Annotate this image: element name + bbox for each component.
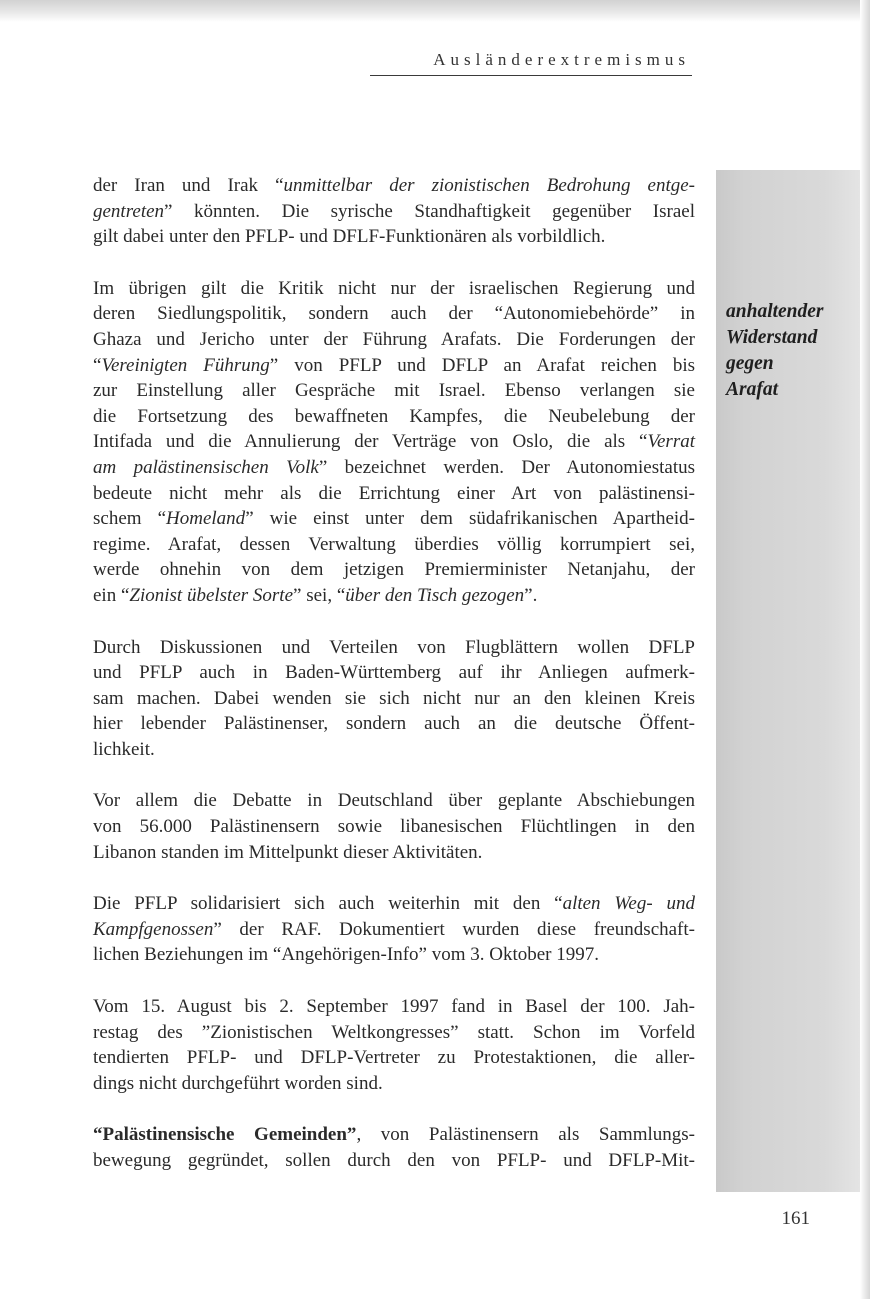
margin-note-line: Widerstand [726,327,818,348]
text-line: Im übrigen gilt die Kritik nicht nur der israelischen Regierung und [93,277,695,299]
text-line: Durch Diskussionen und Verteilen von Flugblättern wollen DFLP [93,636,695,658]
text-line: deren Siedlungspolitik, sondern auch der “Autonomiebehörde” in [93,303,695,325]
text-line: restag des ”Zionistischen Weltkongresses” statt. Schon im Vorfeld [93,1021,695,1043]
body-text [93,173,695,1200]
paragraph-5 [93,891,695,968]
text-line: von 56.000 Palästinensern sowie libanesischen Flüchtlingen in den [93,816,695,838]
text-line: der Iran und Irak “unmittelbar der zionistischen Bedrohung entge- [93,175,696,196]
text-line: Kampfgenossen” der RAF. Dokumentiert wurden diese freundschaft- [93,918,695,940]
text-line: lichkeit. [93,738,155,760]
paragraph-7 [93,1122,695,1173]
text-line: regime. Arafat, dessen Verwaltung überdies völlig korrumpiert sei, [93,533,695,555]
text-line: zur Einstellung aller Gespräche mit Israel. Ebenso verlangen sie [93,380,695,402]
header-rule [370,75,692,76]
paragraph-3 [93,635,695,763]
text-line: “Palästinensische Gemeinden”, von Palästinensern als Sammlungs- [93,1124,695,1146]
page-right-edge [860,0,870,1299]
text-line: Intifada und die Annulierung der Verträge von Oslo, die als “Verrat [93,431,695,453]
text-line: bedeute nicht mehr als die Errichtung einer Art von palästinensi- [93,482,695,504]
text-line: bewegung gegründet, sollen durch den von PFLP- und DFLP-Mit- [93,1150,695,1171]
text-line: ein “Zionist übelster Sorte” sei, “über den Tisch gezogen”. [93,584,538,606]
paragraph-4 [93,788,695,865]
page-number: 161 [781,1208,810,1229]
text-line: tendierten PFLP- und DFLP-Vertreter zu Protestaktionen, die aller- [93,1047,695,1069]
text-line: gilt dabei unter den PFLP- und DFLF-Funktionären als vorbildlich. [93,226,606,248]
margin-note-line: gegen [726,353,774,374]
text-line: hier lebender Palästinenser, sondern auch an die deutsche Öffent- [93,713,695,735]
running-header: Ausländerextremismus [433,50,690,69]
margin-note-line: Arafat [726,379,779,400]
paragraph-1 [93,173,695,250]
text-line: dings nicht durchgeführt worden sind. [93,1072,383,1094]
text-line: Ghaza und Jericho unter der Führung Arafats. Die Forderungen der [93,328,695,350]
text-line: schem “Homeland” wie einst unter dem südafrikanischen Apartheid- [93,508,695,530]
text-line: Libanon standen im Mittelpunkt dieser Aktivitäten. [93,841,483,863]
text-line: werde ohnehin von dem jetzigen Premierminister Netanjahu, der [93,559,695,581]
text-line: am palästinensischen Volk” bezeichnet werden. Der Autonomiestatus [93,456,695,478]
text-line: “Vereinigten Führung” von PFLP und DFLP an Arafat reichen bis [93,354,695,376]
text-line: Die PFLP solidarisiert sich auch weiterhin mit den “alten Weg- und [93,893,695,915]
margin-note [726,299,856,403]
text-line: Vom 15. August bis 2. September 1997 fand in Basel der 100. Jah- [93,996,695,1018]
paragraph-6 [93,994,695,1096]
text-line: die Fortsetzung des bewaffneten Kampfes, die Neubelebung der [93,405,695,427]
text-line: sam machen. Dabei wenden sie sich nicht nur an den kleinen Kreis [93,687,695,709]
text-line: Vor allem die Debatte in Deutschland über geplante Abschiebungen [93,790,695,812]
paragraph-2 [93,276,695,609]
margin-note-line: anhaltender [726,301,824,322]
text-line: lichen Beziehungen im “Angehörigen-Info” vom 3. Oktober 1997. [93,944,599,966]
text-line: gentreten” könnten. Die syrische Standhaftigkeit gegenüber Israel [93,200,695,222]
text-line: und PFLP auch in Baden-Württemberg auf ihr Anliegen aufmerk- [93,662,695,684]
page-top-edge [0,0,870,22]
